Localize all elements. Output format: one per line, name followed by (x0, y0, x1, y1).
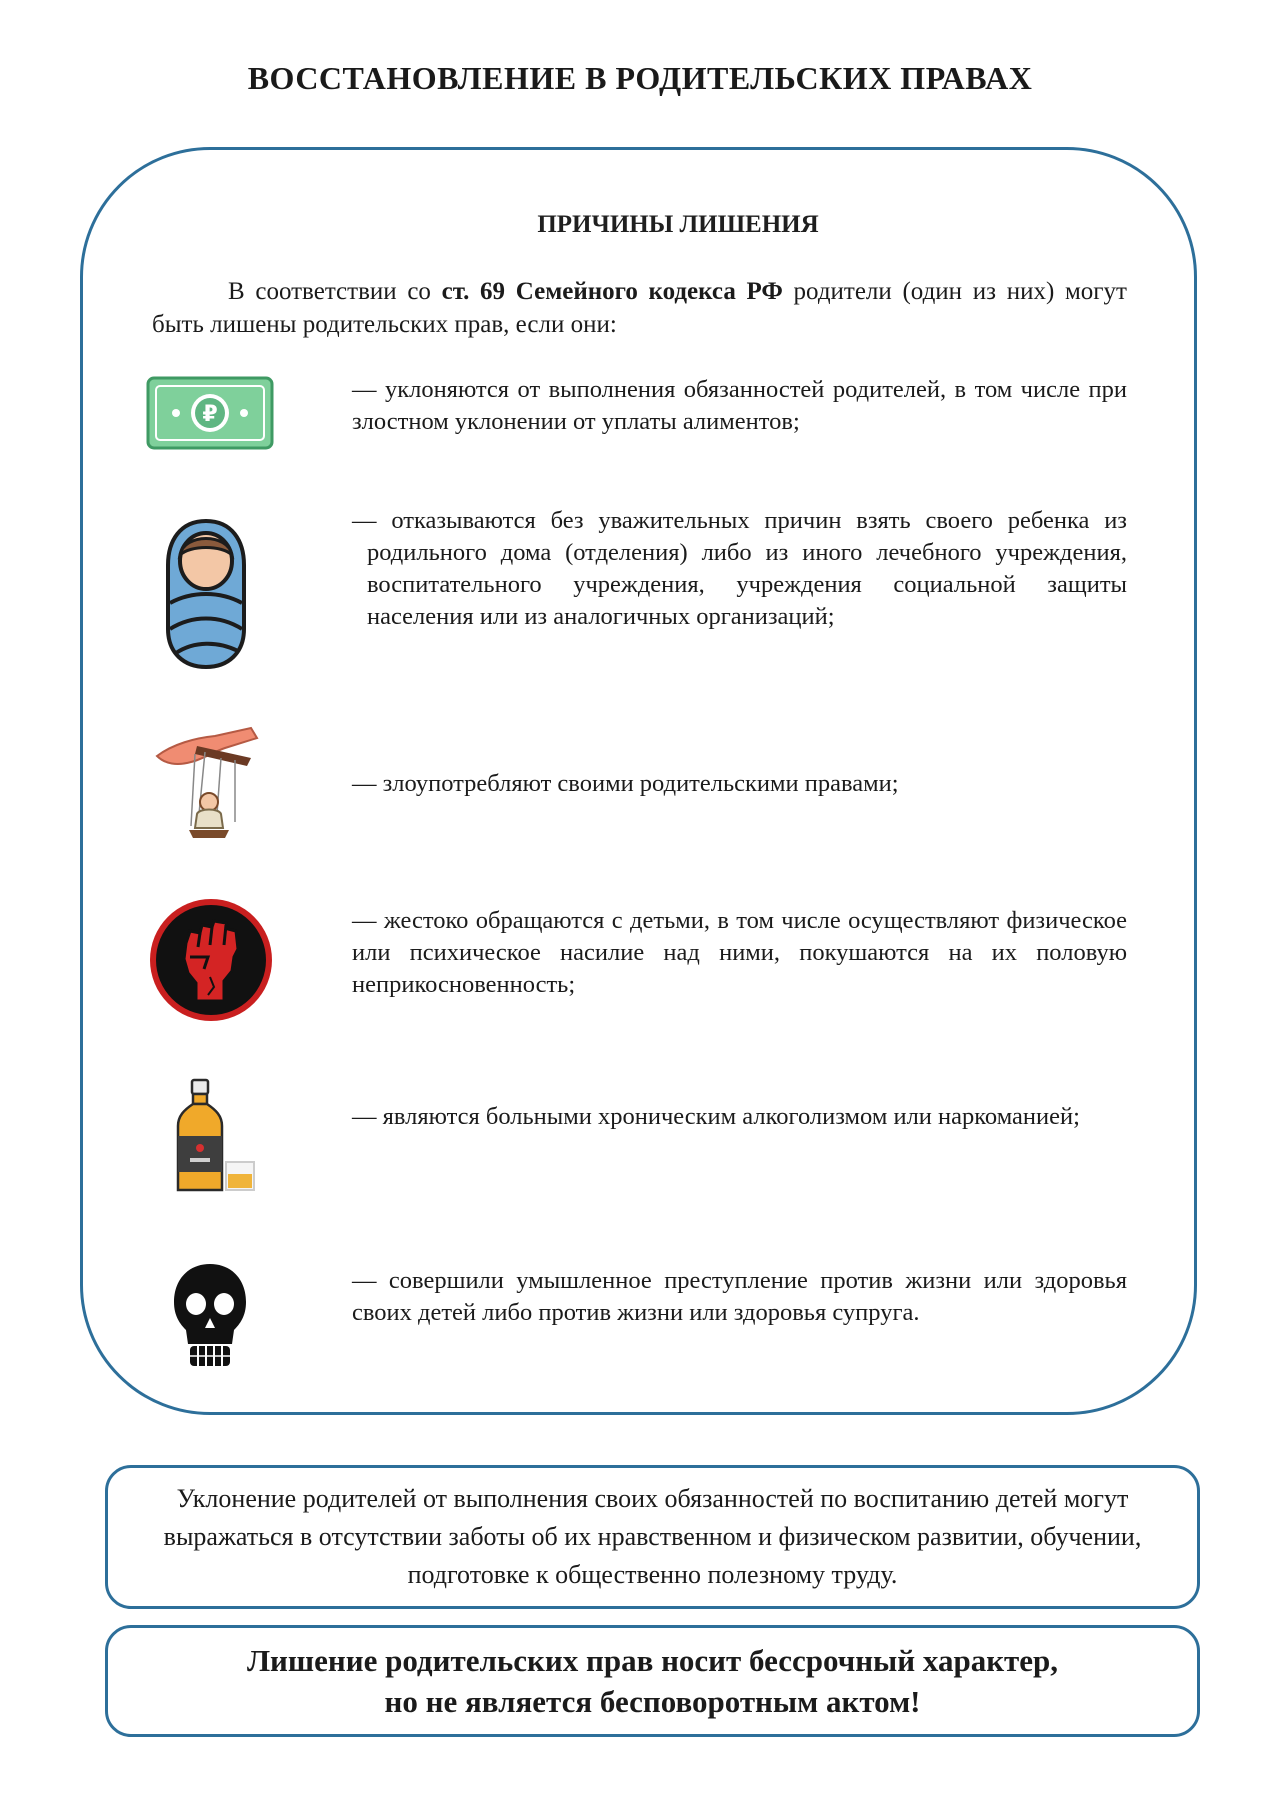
liquor-bottle-icon (176, 1078, 258, 1201)
intro-paragraph (152, 275, 1127, 341)
section-title: ПРИЧИНЫ ЛИШЕНИЯ (537, 211, 819, 238)
note-text: Уклонение родителей от выполнения своих обязанностей по воспитанию детей могут выражаться в отсутствии заботы об их нравственном и физическом развитии, обучении, подготовке к общественно полезному труду. (163, 1484, 1142, 1589)
svg-text:₽: ₽ (202, 402, 218, 427)
reason-item-5: — являются больными хроническим алкоголизмом или наркоманией; (352, 1103, 1080, 1130)
swaddled-baby-icon (162, 517, 250, 676)
conclusion-box (105, 1625, 1200, 1737)
conclusion-line-1: Лишение родительских прав носит бессрочный характер, (246, 1643, 1059, 1678)
reason-item-4: — жестоко обращаются с детьми, в том числе осуществляют физическое или психическое насилие над ними, покушаются на их половую неприкосновенность; (352, 907, 1127, 998)
intro-law-reference: ст. 69 Семейного кодекса РФ (441, 278, 783, 305)
skull-icon (172, 1262, 248, 1375)
intro-prefix: В соответствии со (228, 278, 442, 305)
conclusion-line-2: но не является бесповоротным актом! (384, 1684, 921, 1719)
reason-item-2: — отказываются без уважительных причин взять своего ребенка из родильного дома (отделения) либо из иного лечебного учреждения, воспитательного учреждения, учреждения социальной защиты населения или из аналогичных организаций; (352, 507, 1127, 630)
intro-suffix: родители (один из них) могут быть лишены родительских прав, если они: (152, 278, 1127, 338)
reason-item-6: — совершили умышленное преступление против жизни или здоровья своих детей либо против жизни или здоровья супруга. (352, 1267, 1127, 1326)
raised-fist-icon (148, 897, 274, 1028)
page-title: ВОССТАНОВЛЕНИЕ В РОДИТЕЛЬСКИХ ПРАВАХ (247, 60, 1033, 96)
reason-item-3: — злоупотребляют своими родительскими правами; (352, 770, 899, 797)
ruble-banknote-icon (146, 376, 274, 455)
puppet-hand-icon (155, 722, 263, 847)
note-box (105, 1465, 1200, 1609)
reason-item-1: — уклоняются от выполнения обязанностей родителей, в том числе при злостном уклонении от уплаты алиментов; (352, 376, 1127, 435)
